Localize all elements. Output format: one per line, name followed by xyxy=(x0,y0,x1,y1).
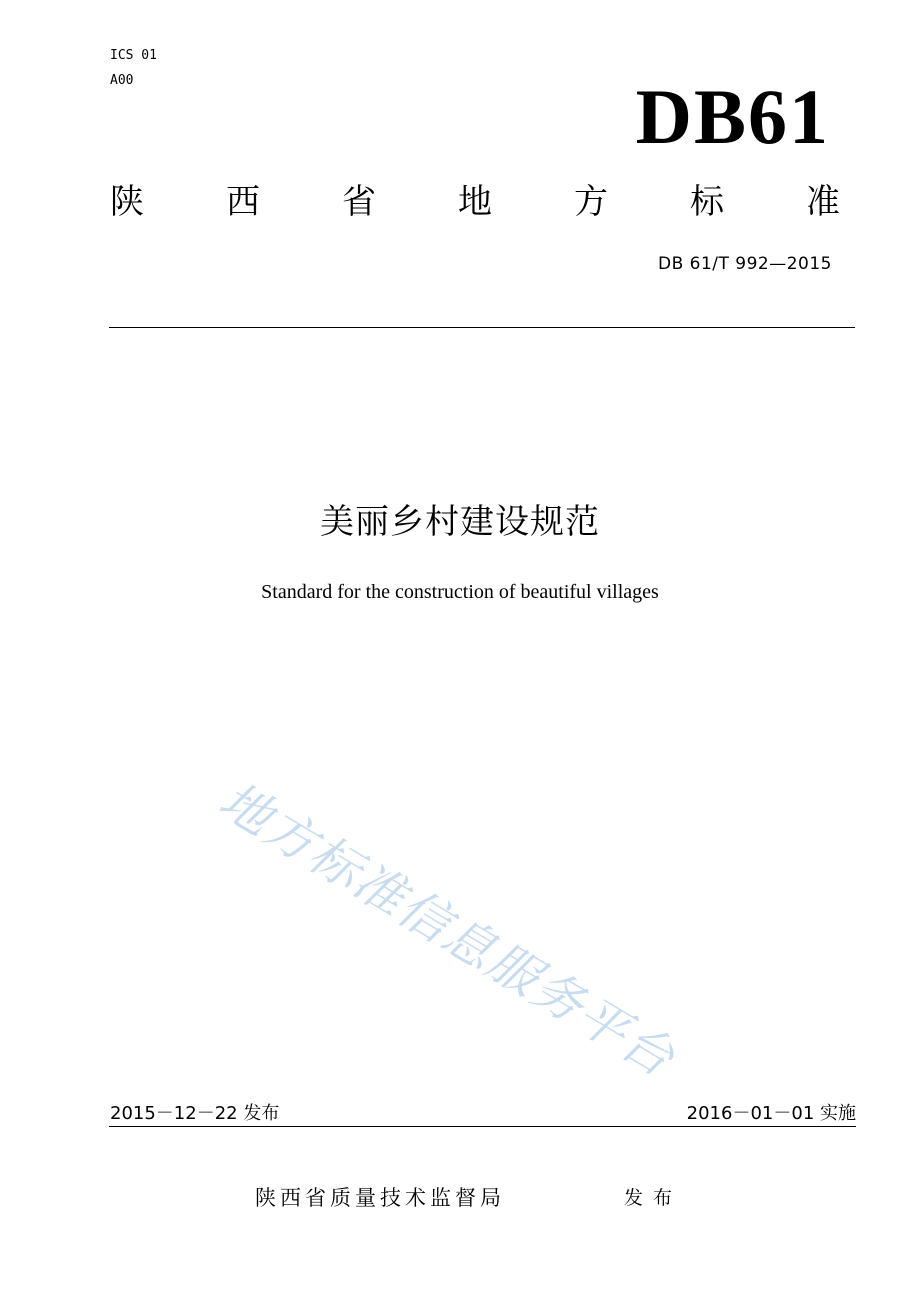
document-title-english: Standard for the construction of beautiful villages xyxy=(261,581,659,603)
publish-date: 2015－12－22 发布 xyxy=(110,1103,280,1124)
standard-type-char: 准 xyxy=(806,182,840,222)
document-title-chinese: 美丽乡村建设规范 xyxy=(320,502,600,542)
db-code-logo: DB61 xyxy=(635,73,830,160)
standard-type-char: 地 xyxy=(458,182,492,222)
ics-code: ICS 01 xyxy=(110,48,157,63)
standard-type-char: 省 xyxy=(342,182,376,222)
header-divider xyxy=(109,327,855,328)
classification-code: A00 xyxy=(110,73,134,88)
issue-label: 发布 xyxy=(624,1187,683,1209)
implementation-date: 2016－01－01 实施 xyxy=(686,1103,856,1124)
standard-type-char: 标 xyxy=(690,182,724,222)
standard-type-heading xyxy=(110,180,840,224)
watermark xyxy=(209,770,686,1089)
standard-type-char: 西 xyxy=(226,182,260,222)
standard-number: DB 61/T 992—2015 xyxy=(657,254,832,274)
standard-type-char: 方 xyxy=(574,182,608,222)
footer-divider xyxy=(109,1126,856,1127)
issuing-authority: 陕西省质量技术监督局 xyxy=(255,1186,505,1210)
watermark-text: 地方标准信息服务平台 xyxy=(209,770,686,1089)
standard-type-char: 陕 xyxy=(110,182,144,222)
